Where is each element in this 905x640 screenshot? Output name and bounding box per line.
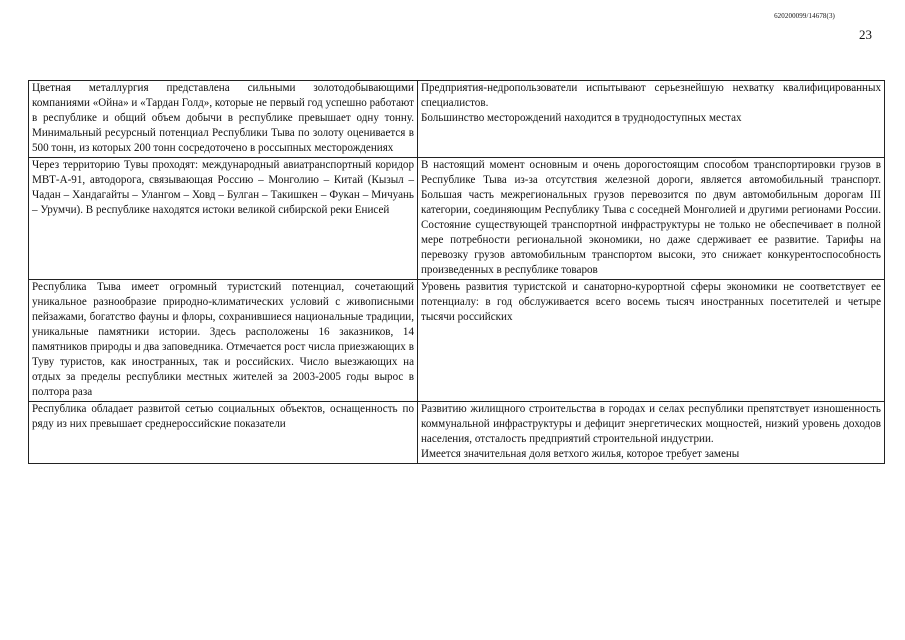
- cell-text: Предприятия-недропользователи испытывают серьезнейшую нехватку квалифицированных специалистов.: [421, 82, 881, 109]
- weakness-cell: [418, 402, 885, 464]
- swot-table: [28, 80, 885, 464]
- cell-text: Большинство месторождений находится в труднодоступных местах: [421, 112, 742, 124]
- cell-text: Через территорию Тувы проходят: международный авиатранспортный коридор МВТ-А-91, автодорога, связывающая Россию – Монголию – Китай (Кызыл – Чадан – Хандагайты – Улангом – Ховд – Булган – Такишкен – Фукан – Мичуань – Урумчи). В республике находятся истоки великой сибирской реки Енисей: [32, 159, 414, 216]
- weakness-cell: [418, 158, 885, 280]
- table-row: [29, 158, 885, 280]
- cell-text: Имеется значительная доля ветхого жилья, которое требует замены: [421, 448, 740, 460]
- cell-text: Республика обладает развитой сетью социальных объектов, оснащенность по ряду из них превышает среднероссийские показатели: [32, 403, 414, 430]
- weakness-cell: [418, 81, 885, 158]
- strength-cell: [29, 280, 418, 402]
- document-id: 620200099/14678(3): [774, 12, 835, 20]
- cell-text: В настоящий момент основным и очень дорогостоящим способом транспортировки грузов в Республике Тыва из-за отсутствия железной дороги, является автомобильный транспорт. Большая часть межрегиональных грузов перевозится по двум автомобильным дорогам III категории, соединяющим Республику Тыва с соседней Монголией и другими регионами России. Состояние существующей транспортной инфраструктуры не только не обеспечивает в полной мере потребности региональной экономики, но даже сдерживает ее развитие. Тарифы на перевозку грузов автомобильным транспортом высоки, это снижает конкурентоспособность произведенных в республике товаров: [421, 159, 881, 276]
- page-number: 23: [859, 27, 872, 42]
- strength-cell: [29, 81, 418, 158]
- table-row: [29, 81, 885, 158]
- cell-text: Цветная металлургия представлена сильными золотодобывающими компаниями «Ойна» и «Тардан Голд», которые не первый год успешно работают в республике и общий объем добычи в республике превышает одну тонну. Минимальный ресурсный потенциал Республики Тыва по золоту оценивается в 500 тонн, из которых 200 тонн сосредоточено в россыпных месторождениях: [32, 82, 414, 154]
- cell-text: Республика Тыва имеет огромный туристский потенциал, сочетающий уникальное разнообразие природно-климатических условий с живописными пейзажами, богатство фауны и флоры, сохранившиеся национальные традиции, уникальные памятники истории. Здесь расположены 16 заказников, 14 памятников природы и два заповедника. Отмечается рост числа приезжающих в Туву туристов, как иностранных, так и российских. Число выезжающих на отдых за пределы республики местных жителей за 2003-2005 годы вырос в полтора раза: [32, 281, 414, 398]
- weakness-cell: [418, 280, 885, 402]
- strength-cell: [29, 158, 418, 280]
- strength-cell: [29, 402, 418, 464]
- table-row: [29, 280, 885, 402]
- cell-text: Уровень развития туристской и санаторно-курортной сферы экономики не соответствует ее потенциалу: в год обслуживается всего восемь тысяч иностранных посетителей и четыре тысячи российских: [421, 281, 881, 323]
- table-row: [29, 402, 885, 464]
- cell-text: Развитию жилищного строительства в городах и селах республики препятствует изношенность коммунальной инфраструктуры и дефицит энергетических мощностей, низкий уровень доходов населения, отсталость предприятий строительной индустрии.: [421, 403, 881, 445]
